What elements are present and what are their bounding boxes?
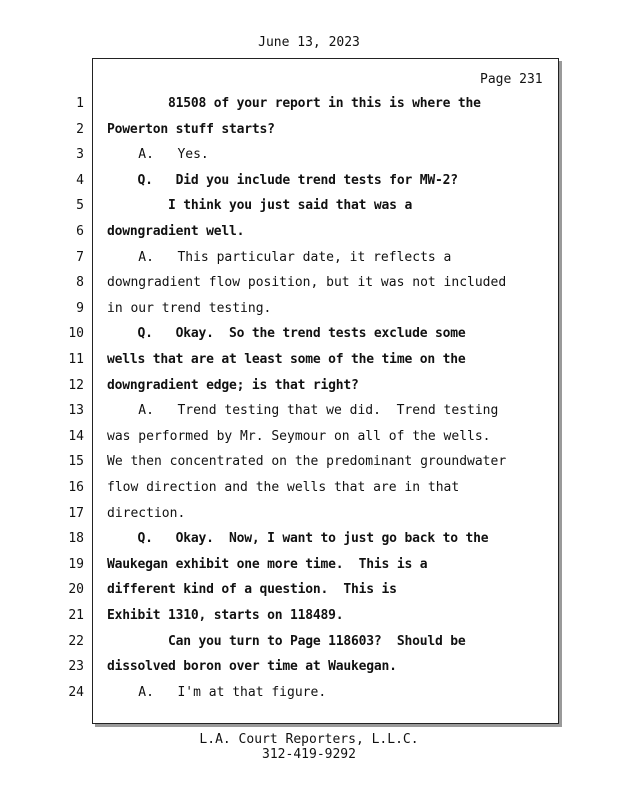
line-number: 2: [76, 121, 84, 137]
line-number: 15: [68, 454, 84, 470]
transcript-line: downgradient edge; is that right?: [107, 377, 359, 393]
transcript-line: in our trend testing.: [107, 300, 272, 316]
transcript-line: Q. Okay. Now, I want to just go back to the: [107, 531, 489, 547]
footer: [0, 732, 618, 762]
transcript-line: A. This particular date, it reflects a: [107, 249, 452, 265]
line-number: 4: [76, 172, 84, 188]
transcript-line: Exhibit 1310, starts on 118489.: [107, 608, 344, 623]
transcript-date: June 13, 2023: [258, 35, 360, 50]
transcript-line: different kind of a question. This is: [107, 582, 397, 598]
transcript-line: flow direction and the wells that are in that: [107, 480, 460, 495]
transcript-line: dissolved boron over time at Waukegan.: [107, 659, 397, 675]
reporter-company: L.A. Court Reporters, L.L.C.: [199, 732, 419, 747]
line-number: 19: [68, 556, 84, 572]
transcript-line: A. I'm at that figure.: [107, 684, 327, 700]
transcript-line: Q. Okay. So the trend tests exclude some: [107, 326, 466, 342]
transcript-line: downgradient well.: [107, 224, 245, 239]
line-number: 8: [76, 275, 84, 291]
transcript-line: Q. Did you include trend tests for MW-2?: [107, 172, 458, 188]
transcript-line: Can you turn to Page 118603? Should be: [107, 633, 466, 649]
transcript-line: We then concentrated on the predominant groundwater: [107, 454, 507, 470]
transcript-line: A. Trend testing that we did. Trend testing: [107, 403, 499, 419]
line-number: 11: [68, 352, 84, 367]
page-number: Page 231: [480, 72, 543, 87]
line-number: 5: [76, 198, 84, 214]
line-number: 6: [76, 224, 84, 239]
line-number: 1: [76, 96, 84, 111]
line-number: 18: [68, 531, 84, 547]
line-number: 12: [68, 377, 84, 393]
line-number: 24: [68, 684, 84, 700]
transcript-line: A. Yes.: [107, 147, 209, 163]
line-number: 3: [76, 147, 84, 163]
reporter-phone: 312-419-9292: [262, 747, 356, 762]
line-number: 20: [68, 582, 84, 598]
line-number: 16: [68, 480, 84, 495]
transcript-line: Waukegan exhibit one more time. This is a: [107, 556, 428, 572]
transcript-line: was performed by Mr. Seymour on all of the wells.: [107, 428, 491, 444]
line-number: 7: [76, 249, 84, 265]
line-number: 21: [68, 608, 84, 623]
line-number: 22: [68, 633, 84, 649]
line-number: 23: [68, 659, 84, 675]
transcript-line: wells that are at least some of the time on the: [107, 352, 466, 367]
line-number: 9: [76, 300, 84, 316]
line-number: 14: [68, 428, 84, 444]
transcript-line: Powerton stuff starts?: [107, 121, 275, 137]
transcript-line: downgradient flow position, but it was not included: [107, 275, 507, 291]
transcript-line: I think you just said that was a: [107, 198, 413, 214]
transcript-line: direction.: [107, 505, 186, 521]
line-number: 17: [68, 505, 84, 521]
line-number: 10: [68, 326, 84, 342]
line-number: 13: [68, 403, 84, 419]
transcript-line: 81508 of your report in this is where the: [107, 96, 481, 111]
